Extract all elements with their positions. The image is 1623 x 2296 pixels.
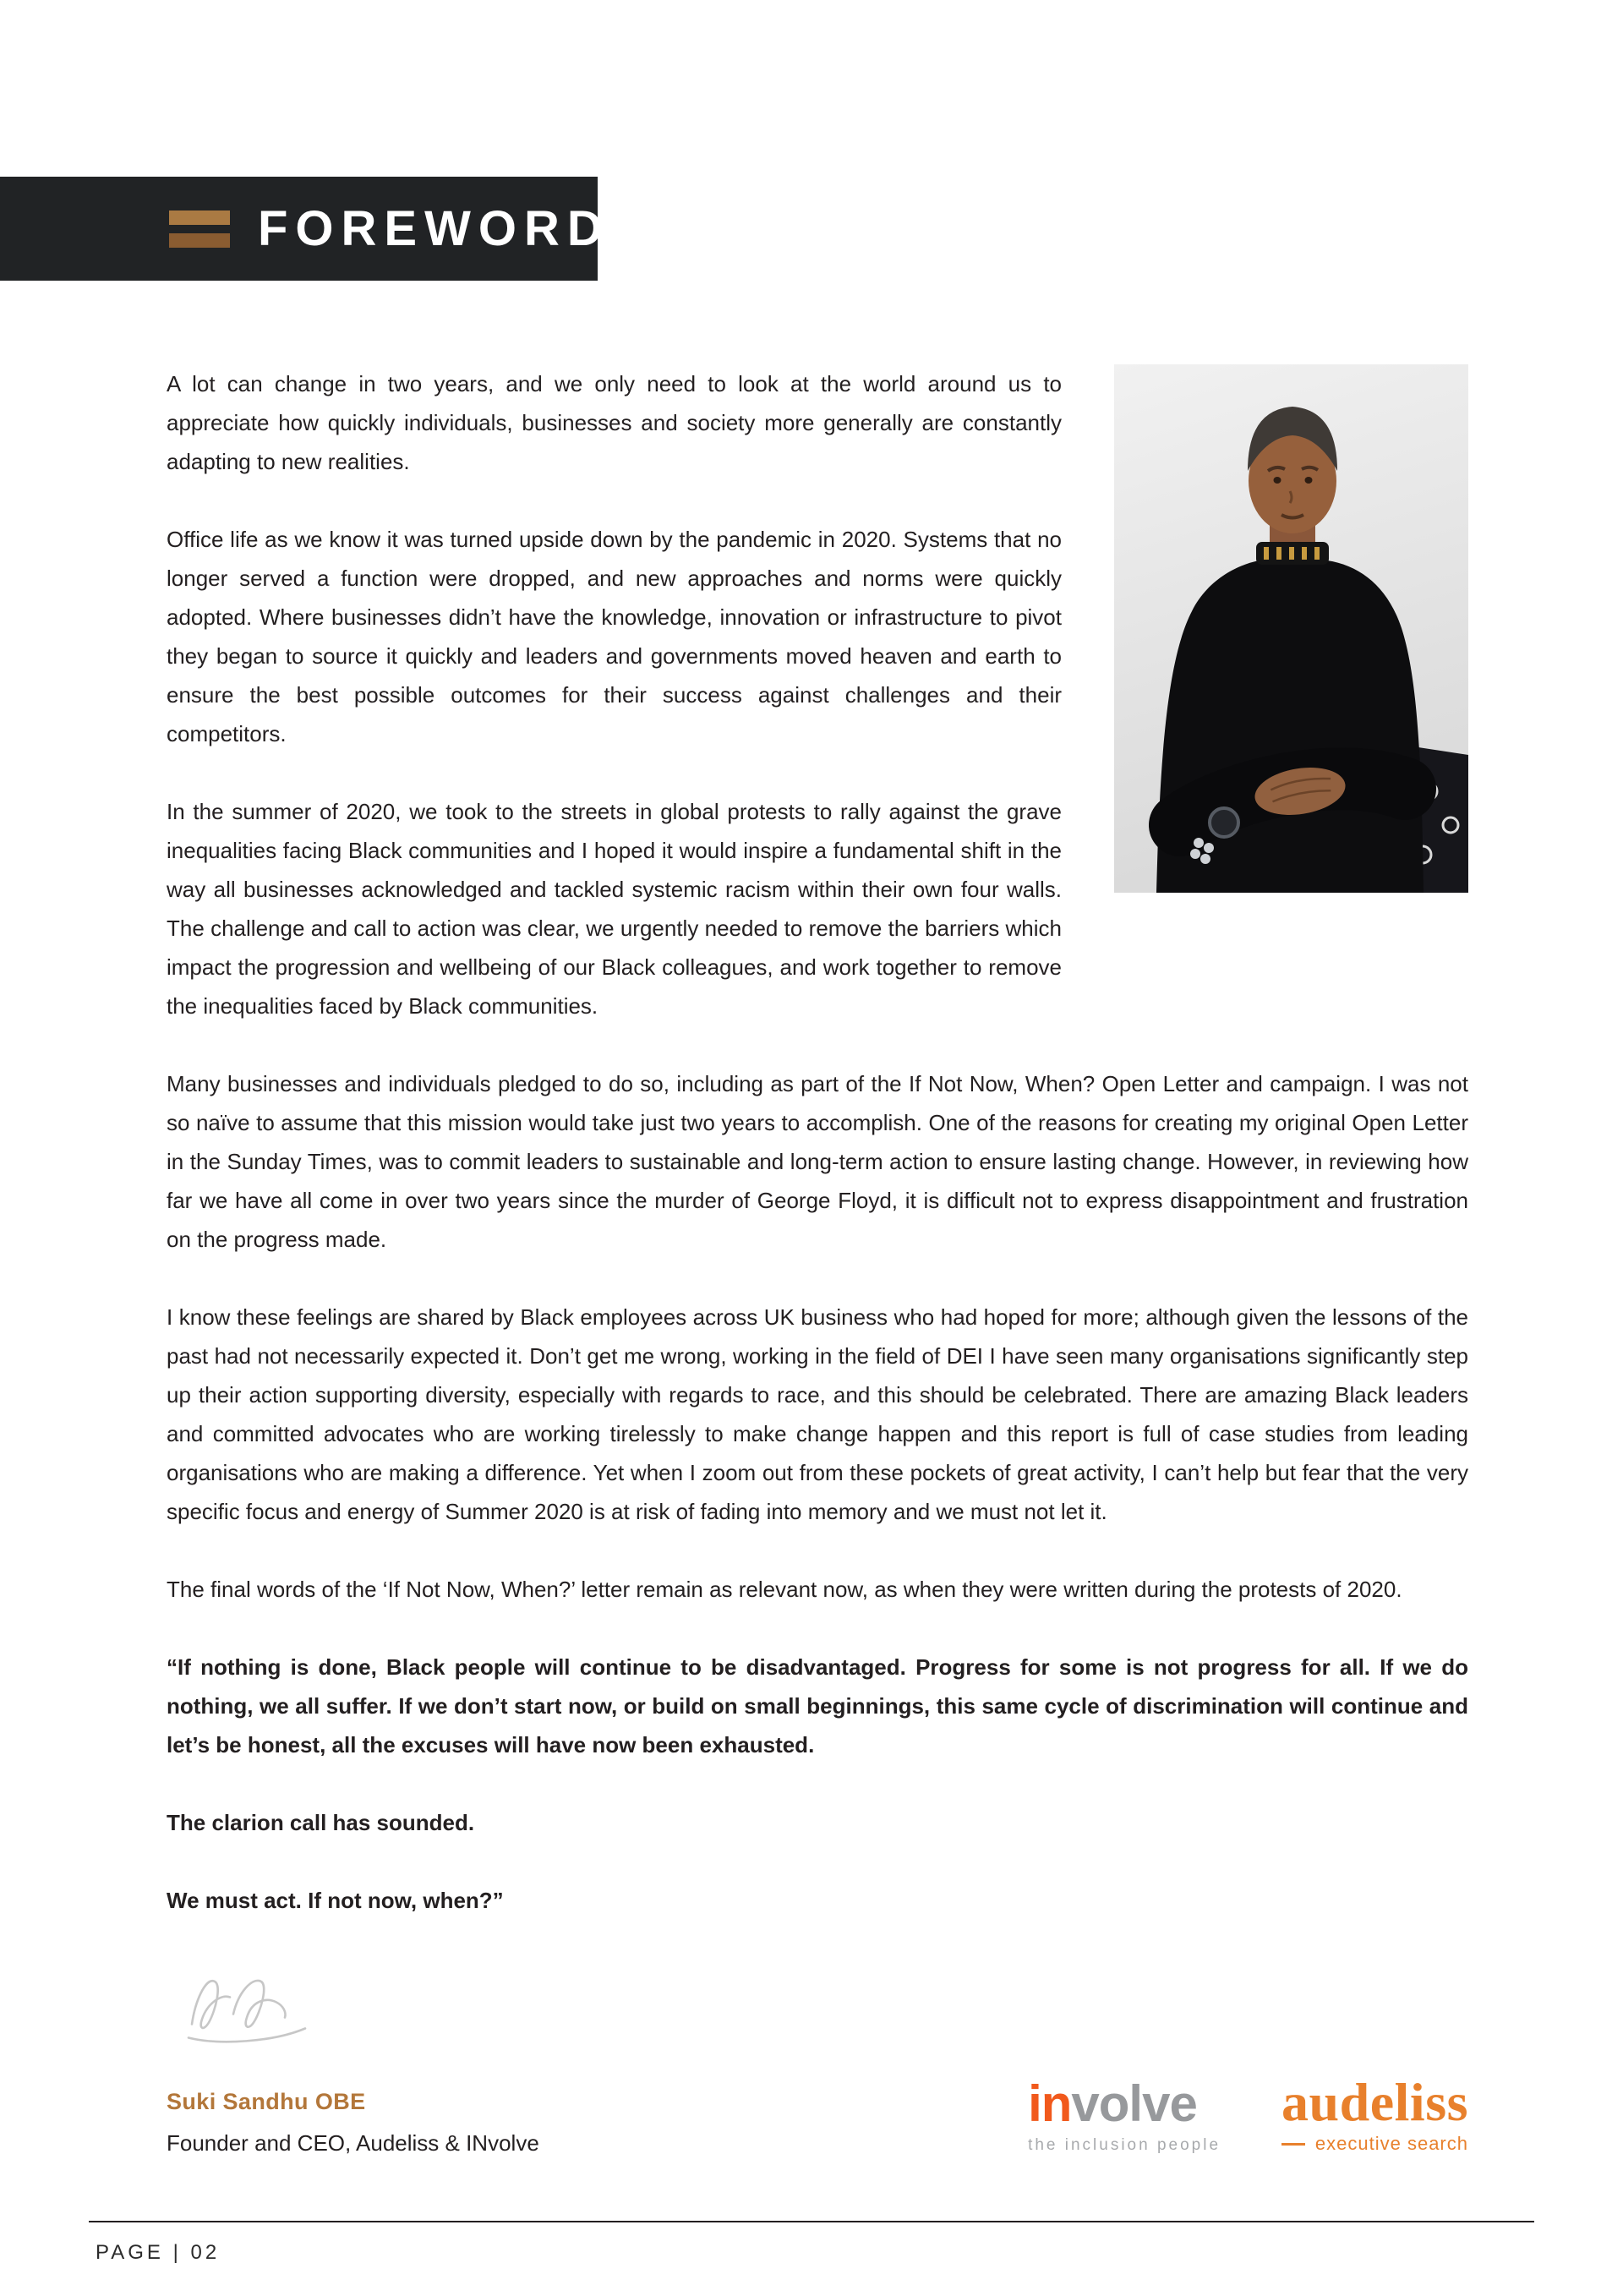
involve-tagline: the inclusion people <box>1028 2136 1221 2154</box>
audeliss-logo <box>1281 2072 1468 2155</box>
logos-block <box>1028 2072 1468 2157</box>
quote-paragraph: “If nothing is done, Black people will continue to be disadvantaged. Progress for some is not progress for all. If we do nothing, we all suffer. If we don’t start now, or build on small beginnings, this same cycle of discrimination will continue and let’s be honest, all the excuses will have now been exhausted. <box>167 1654 1468 1758</box>
intro-text-column <box>167 364 1062 1064</box>
page-title: FOREWORD <box>258 201 610 256</box>
signature-image <box>177 1960 539 2064</box>
paragraph-6: The final words of the ‘If Not Now, When?’ letter remain as relevant now, as when they were written during the protests of 2020. <box>167 1577 1402 1602</box>
paragraph-1: A lot can change in two years, and we only need to look at the world around us to appreciate how quickly individuals, businesses and society more generally are constantly adapting to new realities. <box>167 371 1062 474</box>
paragraph-5: I know these feelings are shared by Black employees across UK business who had hoped for more; although given the lessons of the past had not necessarily expected it. Don’t get me wrong, working in the field of DEI I have seen many organisations significantly step up their action supporting diversity, especially with regards to race, and this should be celebrated. There are amazing Black leaders and committed advocates who are working tirelessly to make change happen and this report is full of case studies from leading organisations who are making a difference. Yet when I zoom out from these pockets of great activity, I can’t help but fear that the very specific focus and energy of Summer 2020 is at risk of fading into memory and we must not let it. <box>167 1304 1468 1524</box>
author-name: Suki Sandhu OBE <box>167 2089 366 2114</box>
double-bars-icon <box>169 210 230 248</box>
author-role: Founder and CEO, Audeliss & INvolve <box>167 2130 539 2156</box>
involve-prefix: in <box>1028 2075 1072 2132</box>
closing-section <box>167 1960 1468 2157</box>
involve-logo <box>1028 2075 1221 2155</box>
bar-top <box>169 210 230 225</box>
paragraph-4: Many businesses and individuals pledged to do so, including as part of the If Not Now, When? Open Letter and campaign. I was not so naïve to assume that this mission would take just two years to accomplish. One of the reasons for creating my original Open Letter in the Sunday Times, was to commit leaders to sustainable and long-term action to ensure lasting change. However, in reviewing how far we have all come in over two years since the murder of George Floyd, it is difficult not to express disappointment and frustration on the progress made. <box>167 1071 1468 1252</box>
paragraph-3: In the summer of 2020, we took to the streets in global protests to rally against the grave inequalities facing Black communities and I hoped it would inspire a fundamental shift in the way all businesses acknowledged and tackled systemic racism within their own four walls. The challenge and call to action was clear, we urgently needed to remove the barriers which impact the progression and wellbeing of our Black colleagues, and work together to remove the inequalities faced by Black communities. <box>167 799 1062 1019</box>
audeliss-rule <box>1281 2143 1305 2146</box>
portrait-illustration <box>1114 364 1468 893</box>
page-number: PAGE | 02 <box>96 2241 221 2264</box>
paragraph-2: Office life as we know it was turned upside down by the pandemic in 2020. Systems that no longer served a function were dropped, and new approaches and norms were quickly adopted. Where businesses didn’t have the knowledge, innovation or infrastructure to pivot they began to source it quickly and leaders and governments moved heaven and earth to ensure the best possible outcomes for their success against challenges and their competitors. <box>167 527 1062 746</box>
audeliss-wordmark: audeliss <box>1281 2072 1468 2132</box>
signature-squiggle <box>177 1960 316 2055</box>
suki-sandhu-portrait-photo <box>1114 364 1468 893</box>
clarion-paragraph: The clarion call has sounded. <box>167 1810 475 1835</box>
involve-suffix: volve <box>1071 2075 1197 2132</box>
intro-section <box>167 364 1468 1064</box>
author-block <box>167 1960 539 2157</box>
audeliss-tagline-row <box>1281 2133 1468 2155</box>
audeliss-tagline: executive search <box>1314 2133 1468 2154</box>
page-footer <box>89 2221 1534 2265</box>
foreword-banner <box>0 177 610 281</box>
involve-wordmark <box>1028 2075 1221 2132</box>
foreword-content <box>167 364 1468 2157</box>
call-to-action-paragraph: We must act. If not now, when?” <box>167 1888 504 1913</box>
bar-bottom <box>169 233 230 248</box>
